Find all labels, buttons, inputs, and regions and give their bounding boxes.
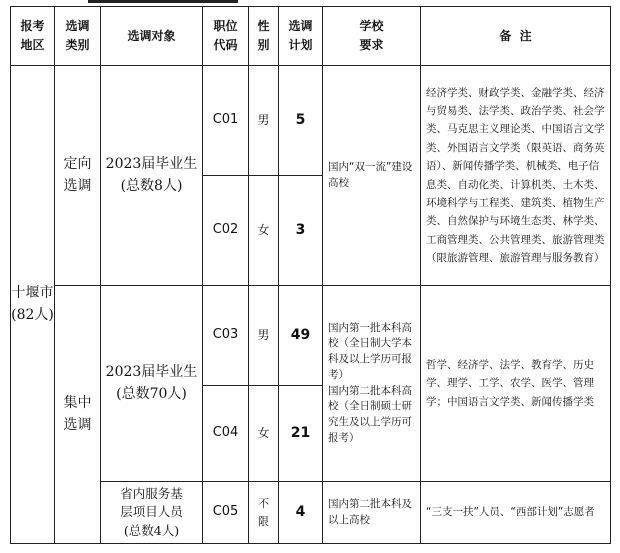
header-region: 报考 地区 <box>11 7 55 66</box>
recruitment-table <box>10 6 611 544</box>
plan-cell: 3 <box>279 176 323 286</box>
plan-cell: 4 <box>279 482 323 544</box>
gender-cell: 不 限 <box>249 482 279 544</box>
target-cell: 省内服务基 层项目人员 (总数4人) <box>101 482 203 544</box>
target-cell: 2023届毕业生 (总数8人) <box>101 66 203 286</box>
target-cell: 2023届毕业生 (总数70人) <box>101 286 203 482</box>
plan-cell: 21 <box>279 386 323 482</box>
position-code: C01 <box>203 66 249 176</box>
plan-cell: 49 <box>279 286 323 386</box>
header-plan: 选调 计划 <box>279 7 323 66</box>
header-row <box>11 7 611 66</box>
previous-page-fragment <box>0 0 620 4</box>
school-requirement: 国内“双一流”建设高校 <box>323 66 421 286</box>
category-cell: 集中 选调 <box>55 286 101 544</box>
gender-cell: 男 <box>249 66 279 176</box>
category-cell: 定向 选调 <box>55 66 101 286</box>
plan-cell: 5 <box>279 66 323 176</box>
position-code: C04 <box>203 386 249 482</box>
table-row <box>11 66 611 176</box>
school-requirement: 国内第一批本科高校（全日制大学本科及以上学历可报考） 国内第二批本科高校（全日制硕士研究生及以上学历可报考） <box>323 286 421 482</box>
header-note: 备 注 <box>421 7 611 66</box>
remark-cell: “三支一扶”人员、“西部计划”志愿者 <box>421 482 611 544</box>
gender-cell: 女 <box>249 176 279 286</box>
gender-cell: 男 <box>249 286 279 386</box>
position-code: C02 <box>203 176 249 286</box>
region-cell: 十堰市 (82人) <box>11 66 55 544</box>
header-code: 职位 代码 <box>203 7 249 66</box>
table-row <box>11 482 611 544</box>
remark-cell: 哲学、经济学、法学、教育学、历史学、理学、工学、农学、医学、管理学；中国语言文学类、新闻传播学类 <box>421 286 611 482</box>
header-gender: 性 别 <box>249 7 279 66</box>
remark-cell: 经济学类、财政学类、金融学类、经济与贸易类、法学类、政治学类、社会学类、马克思主义理论类、中国语言文学类、外国语言文学类（限英语、商务英语）、新闻传播学类、机械类、电子信息类、自动化类、计算机类、土木类、环境科学与工程类、建筑类、植物生产类、自然保护与环境生态类、林学类、工商管理类、公共管理类、旅游管理类（限旅游管理、旅游管理与服务教育） <box>421 66 611 286</box>
position-code: C05 <box>203 482 249 544</box>
table-row <box>11 286 611 386</box>
header-target: 选调对象 <box>101 7 203 66</box>
position-code: C03 <box>203 286 249 386</box>
header-school: 学校 要求 <box>323 7 421 66</box>
header-category: 选调 类别 <box>55 7 101 66</box>
gender-cell: 女 <box>249 386 279 482</box>
school-requirement: 国内第二批本科及以上高校 <box>323 482 421 544</box>
